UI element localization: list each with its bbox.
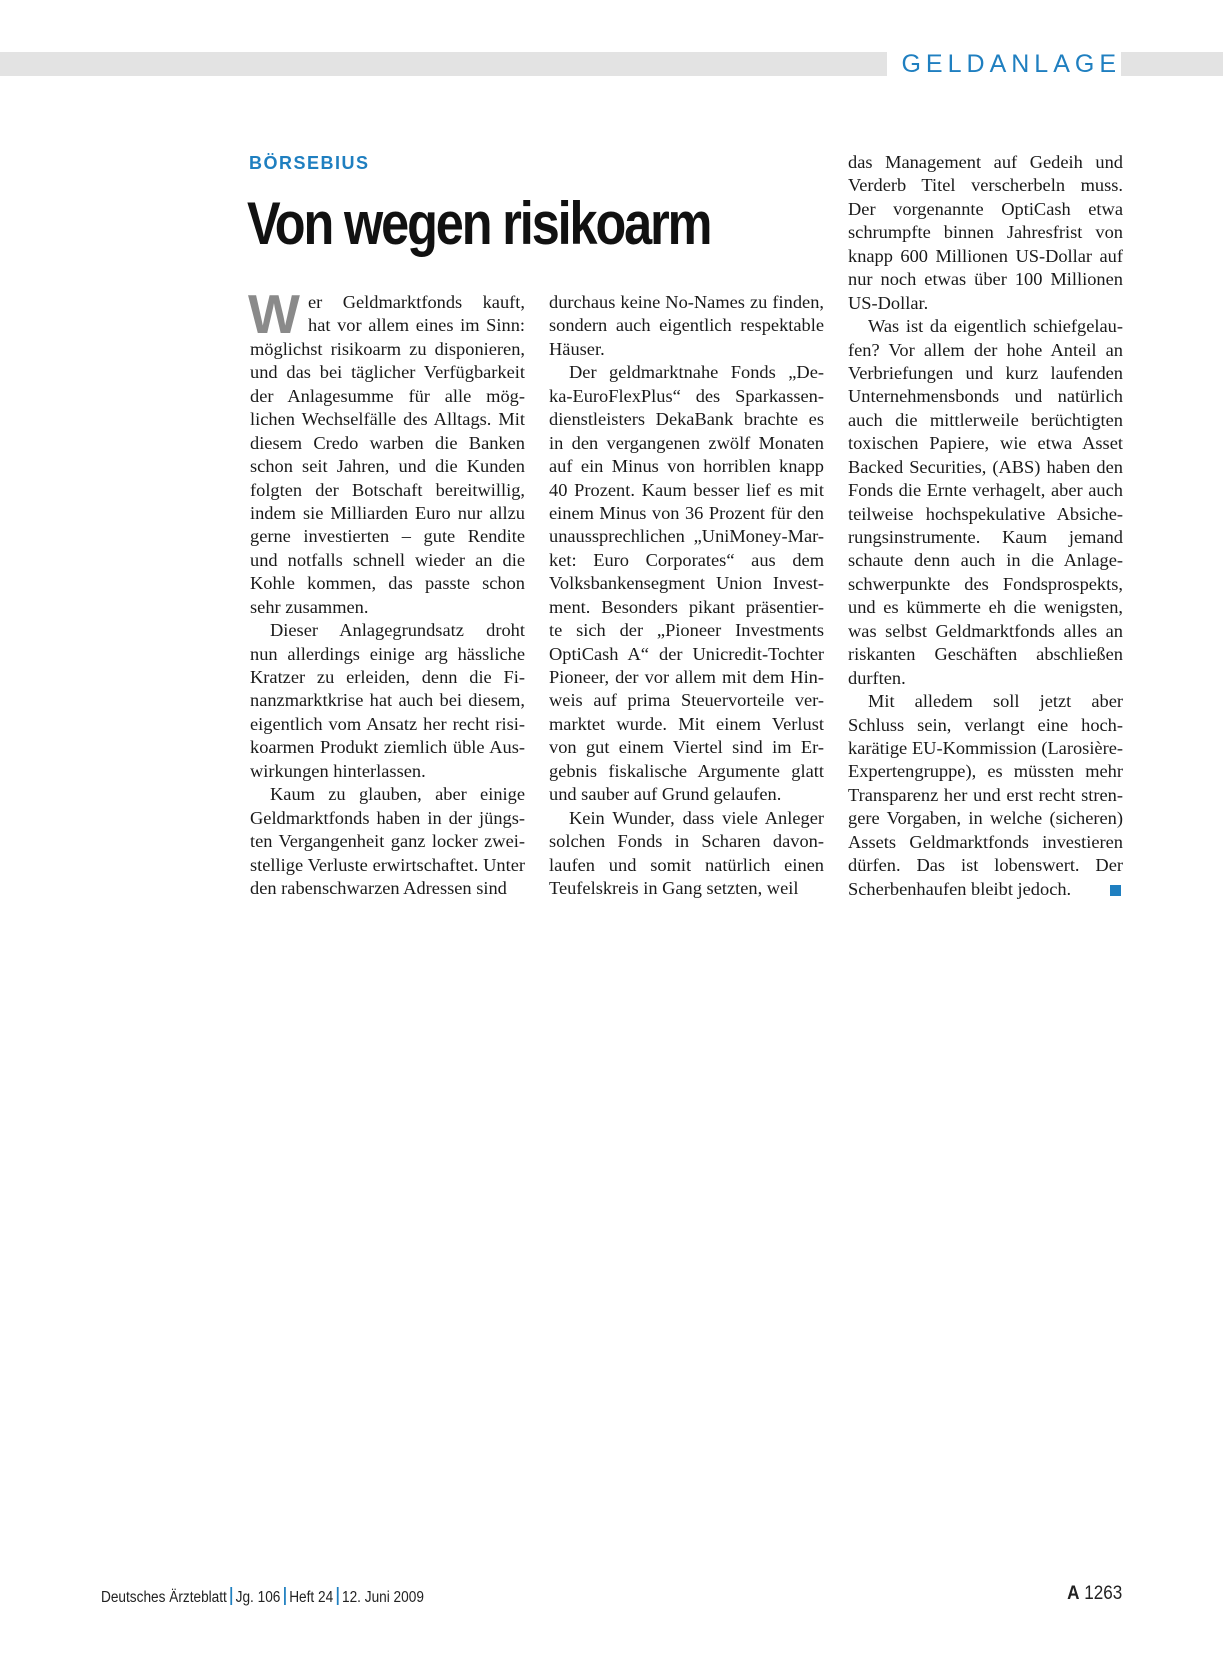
article-text-line: Geldmarktfonds haben in der jüngs- (250, 807, 525, 828)
article-text-line: er Geldmarktfonds kauft, (308, 292, 525, 312)
article-text-line: Scherbenhaufen bleibt jedoch. (848, 878, 1072, 899)
article-text-line: ten Vergangenheit ganz locker zwei- (250, 831, 525, 852)
footer-citation (101, 1587, 424, 1607)
article-text-line: schon seit Jahren, und die Kunden (250, 456, 525, 477)
article-text-line: karätige EU-Kommission (Larosière- (848, 737, 1123, 758)
article-text-line: fen? Vor allem der hohe Anteil an (848, 339, 1123, 360)
article-text-line: Expertengruppe), es müssten mehr (848, 761, 1123, 782)
article-text-line: Kohle kommen, das passte schon (250, 573, 525, 594)
article-text-line: was selbst Geldmarktfonds alles an (848, 620, 1123, 641)
article-text-line: Der geldmarktnahe Fonds „De- (569, 362, 824, 383)
article-text-line: Was ist da eigentlich schiefgelau- (868, 316, 1123, 337)
article-text-line: und das bei täglicher Verfügbarkeit (250, 362, 525, 383)
article-text-line: 40 Prozent. Kaum besser lief es mit (549, 479, 824, 500)
article-text-line: das Management auf Gedeih und (848, 152, 1123, 172)
article-text-line: Verderb Titel verscherbeln muss. (848, 175, 1123, 196)
article-text-line: ka-EuroFlexPlus“ des Sparkassen- (549, 385, 824, 406)
article-text-line: dienstleisters DekaBank brachte es (549, 409, 824, 430)
footer-separator (284, 1587, 286, 1605)
article-text-line: und notfalls schnell wieder an die (250, 549, 525, 570)
article-text-line: gerne investierten – gute Rendite (250, 526, 525, 547)
page-number-value: 1263 (1083, 1583, 1122, 1604)
journal-issue: Heft 24 (289, 1589, 334, 1606)
article-text-line: einem Minus von 36 Prozent für den (549, 502, 824, 523)
article-text-line: Unternehmensbonds und natürlich (848, 386, 1123, 407)
article-text-line: toxischen Papiere, wie etwa Asset (848, 433, 1123, 454)
article-text-line: solchen Fonds in Scharen davon- (549, 831, 824, 852)
article-text-line: auf ein Minus von horriblen knapp (549, 456, 824, 477)
article-text-line: OptiCash A“ der Unicredit-Tochter (549, 643, 824, 664)
article-text-line: und sauber auf Grund gelaufen. (549, 784, 782, 805)
article-text-line: marktet wurde. Mit einem Verlust (549, 713, 824, 734)
article-end-mark (1110, 885, 1121, 896)
article-text-line: stellige Verluste erwirtschaftet. Unter (250, 854, 525, 875)
article-text-line: von gut einem Viertel sind im Er- (549, 737, 824, 758)
article-text-line: Kratzer zu erleiden, denn die Fi- (250, 667, 525, 687)
article-text-line: Assets Geldmarktfonds investieren (848, 831, 1123, 852)
article-text-line: Der vorgenannte OptiCash etwa (848, 198, 1123, 219)
article-text-line: gere Vorgaben, in welche (sicheren) (848, 808, 1123, 829)
article-text-line: auch die mittlerweile berüchtigten (848, 409, 1123, 430)
journal-volume: Jg. 106 (235, 1589, 281, 1606)
article-text-line: koarmen Produkt ziemlich üble Aus- (250, 737, 525, 758)
article-text-line: schrumpfte binnen Jahresfrist von (848, 222, 1123, 243)
article-column-3 (848, 151, 1123, 901)
article-text-line: nanzmarktkrise hat auch bei diesem, (250, 690, 525, 711)
article-text-line: Dieser Anlagegrundsatz droht (270, 620, 525, 641)
article-text-line: und es kümmerte eh die wenigsten, (848, 597, 1123, 618)
article-text-line: Volksbankensegment Union Invest- (549, 573, 824, 594)
article-text-line: den rabenschwarzen Adressen sind (250, 877, 507, 898)
article-text-line: ment. Besonders pikant präsentier- (549, 596, 824, 617)
journal-date: 12. Juni 2009 (341, 1589, 424, 1606)
article-text-line: durchaus keine No-Names zu finden, (549, 292, 824, 312)
article-text-line: Transparenz her und erst recht stren- (848, 784, 1123, 805)
article-text-line: nun allerdings einige arg hässliche (250, 643, 525, 664)
article-text-line: ket: Euro Corporates“ aus dem (549, 549, 824, 570)
page-prefix: A (1066, 1583, 1080, 1604)
article-title: Von wegen risikoarm (247, 190, 711, 257)
journal-name: Deutsches Ärzteblatt (101, 1589, 227, 1606)
article-text-line: möglichst risikoarm zu disponieren, (250, 338, 525, 359)
article-column-1 (248, 283, 525, 900)
article-text-line: laufen und somit natürlich einen (549, 854, 824, 875)
article-text-line: indem sie Milliarden Euro nur allzu (250, 502, 525, 523)
article-text-line: Kein Wunder, dass viele Anleger (569, 807, 824, 828)
article-text-line: folgten der Botschaft bereitwillig, (250, 479, 525, 500)
article-text-line: der Anlagesumme für alle mög- (250, 385, 525, 406)
article-text-line: teilweise hochspekulative Absiche- (848, 503, 1123, 524)
article-text-line: unaussprechlichen „UniMoney-Mar- (549, 526, 824, 547)
article-text-line: diesem Credo warben die Banken (250, 432, 525, 453)
article-text-line: te sich der „Pioneer Investments (549, 620, 824, 641)
drop-cap: W (248, 283, 300, 345)
article-text-line: Häuser. (549, 338, 605, 359)
article-text-line: durften. (848, 667, 906, 688)
article-text-line: riskanten Geschäften abschließen (848, 644, 1123, 665)
article-text-line: lichen Wechselfälle des Alltags. Mit (250, 409, 525, 430)
article-text-line: schaute denn auch in die Anlage- (848, 550, 1123, 571)
article-text-line: Kaum zu glauben, aber einige (270, 784, 525, 805)
page-number (1067, 1583, 1122, 1605)
footer-separator (337, 1587, 339, 1605)
footer-separator (230, 1587, 232, 1605)
article-text-line: Fonds die Ernte verhagelt, aber auch (848, 480, 1123, 501)
article-kicker: BÖRSEBIUS (249, 153, 370, 173)
article-column-2 (549, 291, 824, 900)
article-text-line: in den vergangenen zwölf Monaten (549, 432, 824, 453)
article-text-line: sehr zusammen. (250, 596, 369, 617)
article-text-line: sondern auch eigentlich respektable (549, 315, 824, 336)
article-text-line: nur noch etwas über 100 Millionen (848, 269, 1123, 290)
section-label: GELDANLAGE (887, 50, 1121, 78)
article-text-line: Pioneer, der vor allem mit dem Hin- (549, 667, 824, 687)
article-text-line: Backed Securities, (ABS) haben den (848, 456, 1123, 477)
article-text-line: eigentlich vom Ansatz her recht risi- (250, 713, 525, 734)
article-text-line: knapp 600 Millionen US-Dollar auf (848, 245, 1123, 266)
article-text-line: Teufelskreis in Gang setzten, weil (549, 877, 799, 898)
article-text-line: Mit alledem soll jetzt aber (868, 691, 1123, 712)
article-text-line: wirkungen hinterlassen. (250, 760, 426, 781)
article-text-line: Schluss sein, verlangt eine hoch- (848, 714, 1123, 735)
article-text-line: US-Dollar. (848, 292, 929, 313)
article-text-line: hat vor allem eines im Sinn: (308, 315, 525, 336)
article-text-line: weis auf prima Steuervorteile ver- (549, 690, 824, 711)
article-text-line: schwerpunkte des Fondsprospekts, (848, 573, 1123, 594)
article-text-line: rungsinstrumente. Kaum jemand (848, 527, 1123, 547)
article-text-line: gebnis fiskalische Argumente glatt (549, 760, 824, 781)
article-text-line: dürfen. Das ist lobenswert. Der (848, 855, 1123, 876)
article-text-line: Verbriefungen und kurz laufenden (848, 362, 1123, 383)
